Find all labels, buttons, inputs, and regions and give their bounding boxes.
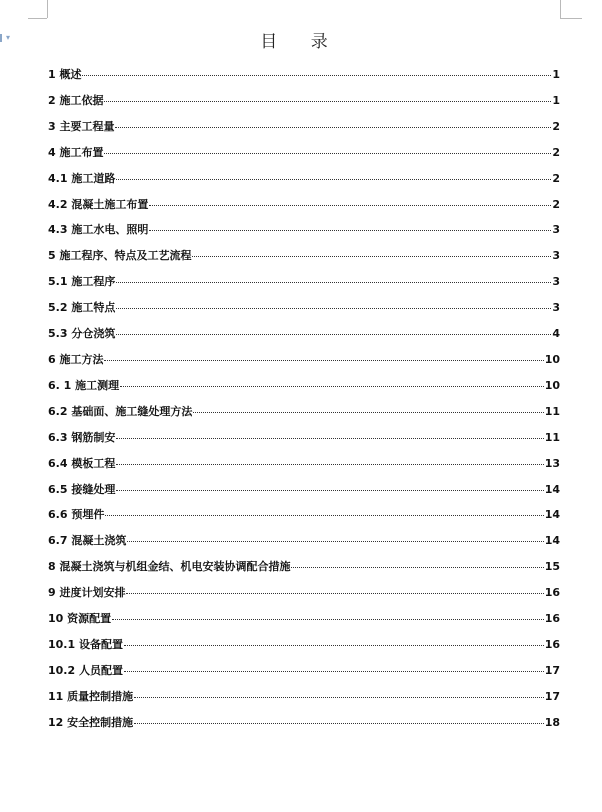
toc-dot-leader	[120, 386, 544, 387]
toc-dot-leader	[105, 515, 543, 516]
toc-entry-label: 5.1 施工程序	[48, 275, 116, 289]
toc-entry-page-number: 4	[552, 327, 560, 341]
toc-entry-label: 6. 1 施工测理	[48, 378, 120, 392]
toc-entry[interactable]	[48, 347, 560, 373]
toc-dot-leader	[116, 179, 551, 180]
toc-dot-leader	[116, 308, 551, 309]
toc-entry-page-number: 11	[544, 404, 560, 418]
toc-entry-page-number: 17	[544, 663, 560, 677]
toc-entry-label: 10.1 设备配置	[48, 637, 123, 651]
toc-entry-label: 12 安全控制措施	[48, 715, 134, 729]
toc-entry-label: 10.2 人员配置	[48, 663, 123, 677]
toc-entry-page-number: 10	[544, 352, 560, 366]
crop-mark-top-left	[47, 0, 48, 18]
toc-entry-page-number: 1	[552, 93, 560, 107]
toc-entry-label: 11 质量控制措施	[48, 689, 134, 703]
toc-entry-page-number: 18	[544, 715, 560, 729]
toc-dot-leader	[82, 75, 551, 76]
toc-dot-leader	[134, 723, 544, 724]
toc-entry[interactable]	[48, 295, 560, 321]
crop-mark-top-right-horizontal	[560, 18, 582, 19]
toc-dot-leader	[291, 567, 543, 568]
toc-entry-label: 4.3 施工水电、照明	[48, 223, 149, 237]
toc-entry-page-number: 16	[544, 612, 560, 626]
toc-entry-page-number: 16	[544, 637, 560, 651]
toc-entry-label: 6.2 基础面、施工缝处理方法	[48, 404, 193, 418]
toc-entry[interactable]	[48, 140, 560, 166]
toc-entry-label: 5.2 施工特点	[48, 301, 116, 315]
toc-entry[interactable]	[48, 554, 560, 580]
crop-mark-top-right	[560, 0, 561, 18]
toc-entry[interactable]	[48, 62, 560, 88]
toc-entry[interactable]	[48, 269, 560, 295]
toc-entry-label: 6.4 模板工程	[48, 456, 116, 470]
toc-dot-leader	[124, 671, 544, 672]
toc-entry-label: 3 主要工程量	[48, 119, 115, 133]
toc-dot-leader	[115, 127, 551, 128]
page-title: 目 录	[260, 32, 342, 52]
toc-entry[interactable]	[48, 684, 560, 710]
toc-entry[interactable]	[48, 321, 560, 347]
toc-entry[interactable]	[48, 114, 560, 140]
toc-entry-page-number: 3	[552, 301, 560, 315]
toc-entry-page-number: 3	[552, 249, 560, 263]
toc-entry[interactable]	[48, 502, 560, 528]
toc-entry-label: 4.1 施工道路	[48, 171, 116, 185]
toc-entry[interactable]	[48, 373, 560, 399]
toc-entry-page-number: 14	[544, 508, 560, 522]
toc-dot-leader	[134, 697, 544, 698]
toc-entry-page-number: 2	[552, 171, 560, 185]
toc-entry-page-number: 2	[552, 197, 560, 211]
table-of-contents	[48, 62, 560, 736]
toc-dot-leader	[116, 334, 551, 335]
toc-dot-leader	[104, 101, 551, 102]
toc-entry[interactable]	[48, 658, 560, 684]
toc-entry-label: 6.6 预埋件	[48, 508, 105, 522]
toc-dot-leader	[193, 412, 543, 413]
toc-entry-page-number: 17	[544, 689, 560, 703]
toc-dot-leader	[116, 438, 543, 439]
toc-entry[interactable]	[48, 217, 560, 243]
toc-dot-leader	[116, 490, 543, 491]
toc-entry-label: 6.3 钢筋制安	[48, 430, 116, 444]
toc-entry[interactable]	[48, 632, 560, 658]
toc-entry-page-number: 15	[544, 560, 560, 574]
toc-entry-page-number: 1	[552, 68, 560, 81]
toc-entry[interactable]	[48, 399, 560, 425]
toc-entry[interactable]	[48, 477, 560, 503]
toc-entry-label: 6.7 混凝土浇筑	[48, 534, 127, 548]
toc-dot-leader	[124, 645, 544, 646]
toc-dot-leader	[192, 256, 551, 257]
toc-dot-leader	[112, 619, 544, 620]
toc-entry-page-number: 10	[544, 378, 560, 392]
toc-dot-leader	[104, 153, 551, 154]
toc-entry[interactable]	[48, 243, 560, 269]
toc-entry[interactable]	[48, 425, 560, 451]
toc-dot-leader	[116, 282, 551, 283]
toc-entry[interactable]	[48, 528, 560, 554]
toc-entry-page-number: 11	[544, 430, 560, 444]
toc-entry-label: 4.2 混凝土施工布置	[48, 197, 149, 211]
toc-entry-label: 8 混凝土浇筑与机组金结、机电安装协调配合措施	[48, 560, 291, 574]
toc-entry[interactable]	[48, 192, 560, 218]
crop-mark-top-left-horizontal	[28, 18, 47, 19]
toc-entry-label: 9 进度计划安排	[48, 586, 126, 600]
toc-dot-leader	[127, 541, 543, 542]
toc-entry-label: 2 施工依据	[48, 93, 104, 107]
toc-entry-label: 10 资源配置	[48, 612, 112, 626]
toc-entry-page-number: 16	[544, 586, 560, 600]
toc-entry-page-number: 2	[552, 119, 560, 133]
toc-entry-label: 6.5 接缝处理	[48, 482, 116, 496]
toc-entry[interactable]	[48, 606, 560, 632]
toc-entry-label: 5.3 分仓浇筑	[48, 327, 116, 341]
toc-entry-page-number: 13	[544, 456, 560, 470]
toc-entry-page-number: 3	[552, 275, 560, 289]
collapse-arrow-icon: ▾	[6, 33, 11, 42]
toc-dot-leader	[149, 230, 551, 231]
toc-entry-label: 4 施工布置	[48, 145, 104, 159]
toc-dot-leader	[149, 205, 551, 206]
toc-dot-leader	[126, 593, 543, 594]
toc-dot-leader	[104, 360, 543, 361]
toc-entry-page-number: 3	[552, 223, 560, 237]
toc-entry-page-number: 2	[552, 145, 560, 159]
toc-entry[interactable]	[48, 166, 560, 192]
toc-entry-page-number: 14	[544, 534, 560, 548]
toc-entry-page-number: 14	[544, 482, 560, 496]
toc-entry[interactable]	[48, 88, 560, 114]
toc-entry-label: 6 施工方法	[48, 352, 104, 366]
toc-entry[interactable]	[48, 451, 560, 477]
toc-entry[interactable]	[48, 580, 560, 606]
toc-dot-leader	[116, 464, 543, 465]
toc-entry-label: 5 施工程序、特点及工艺流程	[48, 249, 192, 263]
toc-entry-label: 1 概述	[48, 68, 82, 81]
toc-entry[interactable]	[48, 710, 560, 736]
